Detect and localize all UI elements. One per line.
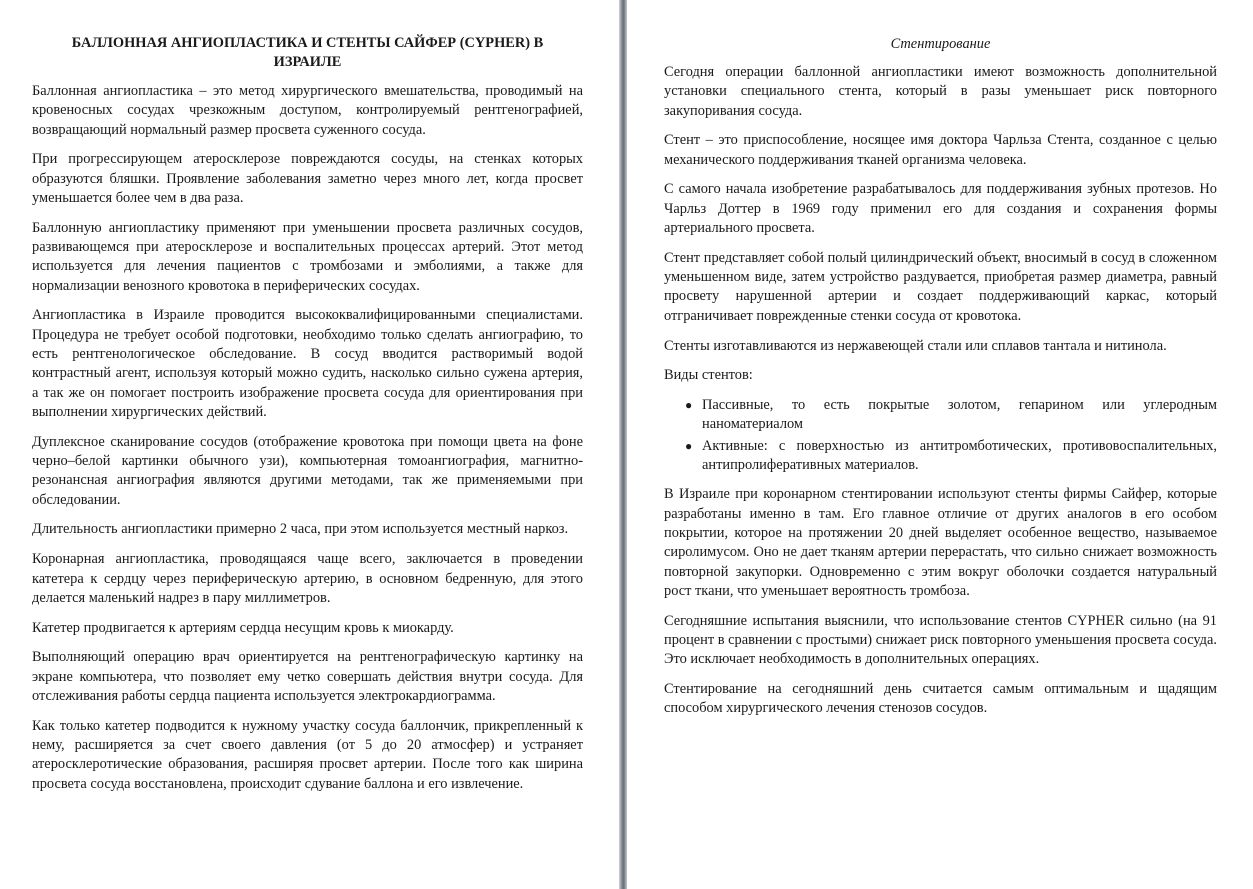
- left-paragraph-2: При прогрессирующем атеросклерозе повреждаются сосуды, на стенках которых образуются бляшки. Проявление заболевания заметно через много лет, когда просвет уменьшается более чем в два раза.: [32, 151, 583, 206]
- left-page: [0, 0, 619, 889]
- section-title-stenting: Стентирование: [890, 36, 991, 52]
- list-item: [685, 437, 1217, 476]
- left-paragraph-5: Дуплексное сканирование сосудов (отображение кровотока при помощи цвета на фоне черно–белой картинки обычного узи), компьютерная томоангиография, магнитно-резонансная ангиография являются другими методами, так же применяемыми при обследовании.: [32, 433, 583, 508]
- list-item: [685, 396, 1217, 435]
- document-title: БАЛЛОННАЯ АНГИОПЛАСТИКА И СТЕНТЫ САЙФЕР (CYPHER) В ИЗРАИЛЕ: [71, 35, 544, 70]
- right-paragraph-4: Стент представляет собой полый цилиндрический объект, вносимый в сосуд в сложенном уменьшенном виде, затем устройство раздувается, приобретая размер диаметра, равный просвету нарушенной артерии и создает поддерживающий каркас, который отграничивает поврежденные стенки сосуда от кровотока.: [664, 249, 1217, 324]
- left-paragraph-4: Ангиопластика в Израиле проводится высококвалифицированными специалистами. Процедура не требует особой подготовки, необходимо только сделать ангиографию, то есть рентгенологическое обследование. В сосуд вводится растворимый водой контрастный агент, используя который можно судить, насколько сильно сужена артерия, а так же он помогает построить изображение просвета сосуда для ориентирования при выполнении хирургических действий.: [32, 307, 583, 420]
- right-page: [627, 0, 1253, 889]
- bullet-icon: ●: [685, 398, 693, 413]
- right-paragraph-7: Сегодняшние испытания выяснили, что использование стентов CYPHER сильно (на 91 процент в сравнении с простыми) снижает риск повторного уменьшения просвета сосуда. Это исключает необходимость в дополнительных операциях.: [664, 612, 1217, 668]
- right-paragraph-8: Стентирование на сегодняшний день считается самым оптимальным и щадящим способом хирургического лечения стенозов сосудов.: [664, 681, 1217, 717]
- bullet-icon: ●: [685, 438, 693, 453]
- right-paragraph-3: С самого начала изобретение разрабатывалось для поддерживания зубных протезов. Но Чарльз Доттер в 1969 году применил его для создания и сохранения формы артериального просвета.: [664, 181, 1217, 237]
- list-item-text: Активные: с поверхностью из антитромботических, противовоспалительных, антипролиферативных материалов.: [702, 437, 1217, 474]
- stent-types-heading: Виды стентов:: [664, 367, 753, 384]
- left-paragraph-3: Баллонную ангиопластику применяют при уменьшении просвета различных сосудов, развивающемся при атеросклерозе и воспалительных процессах артерий. Этот метод используется для лечения пациентов с тромбозами и эмболиями, а также для нормализации венозного кровотока в периферических сосудах.: [32, 219, 583, 294]
- left-paragraph-10: Как только катетер подводится к нужному участку сосуда баллончик, прикрепленный к нему, расширяется за счет своего давления (от 5 до 20 атмосфер) и устраняет атеросклеротические образования, расширяя просвет артерии. После того как ширина просвета сосуда восстановлена, происходит сдувание баллона и его извлечение.: [32, 717, 583, 792]
- right-paragraph-1: Сегодня операции баллонной ангиопластики имеют возможность дополнительной установки специального стента, который в разы уменьшает риск повторного закупоривания сосуда.: [664, 64, 1217, 119]
- left-paragraph-7: Коронарная ангиопластика, проводящаяся чаще всего, заключается в проведении катетера к сердцу через периферическую артерию, в основном бедренную, для этого делается маленький надрез в пару миллиметров.: [32, 551, 583, 606]
- left-paragraph-6: Длительность ангиопластики примерно 2 часа, при этом используется местный наркоз.: [32, 521, 569, 538]
- right-paragraph-6: В Израиле при коронарном стентировании используют стенты фирмы Сайфер, которые разработаны именно в там. Его главное отличие от других аналогов в его особом покрытии, которое на протяжении 20 дней выделяет особенное вещество, называемое сиролимусом. Оно не дает тканям артерии перерастать, что сильно снижает возможность повторной закупорки. Одновременно с этим вокруг оболочки создается натуральный рост ткани, что уменьшает вероятность тромбоза.: [664, 486, 1217, 599]
- page-gutter-divider: [619, 0, 627, 889]
- left-paragraph-1: Баллонная ангиопластика – это метод хирургического вмешательства, проводимый на кровеносных сосудах чрезкожным доступом, контролируемый рентгенографией, возвращающий нормальный размер просвета суженного сосуда.: [32, 83, 583, 138]
- left-paragraph-9: Выполняющий операцию врач ориентируется на рентгенографическую картинку на экране компьютера, что позволяет ему четко совершать действия внутри сосуда. Для отслеживания работы сердца пациента используется электрокардиограмма.: [32, 649, 583, 705]
- list-item-text: Пассивные, то есть покрытые золотом, гепарином или углеродным наноматериалом: [702, 397, 1217, 433]
- right-paragraph-2: Стент – это приспособление, носящее имя доктора Чарльза Стента, созданное с целью механического поддерживания тканей организма человека.: [664, 132, 1217, 168]
- stent-types-list: [664, 396, 1217, 475]
- right-paragraph-5: Стенты изготавливаются из нержавеющей стали или сплавов тантала и нитинола.: [664, 337, 1167, 354]
- left-paragraph-8: Катетер продвигается к артериям сердца несущим кровь к миокарду.: [32, 619, 454, 636]
